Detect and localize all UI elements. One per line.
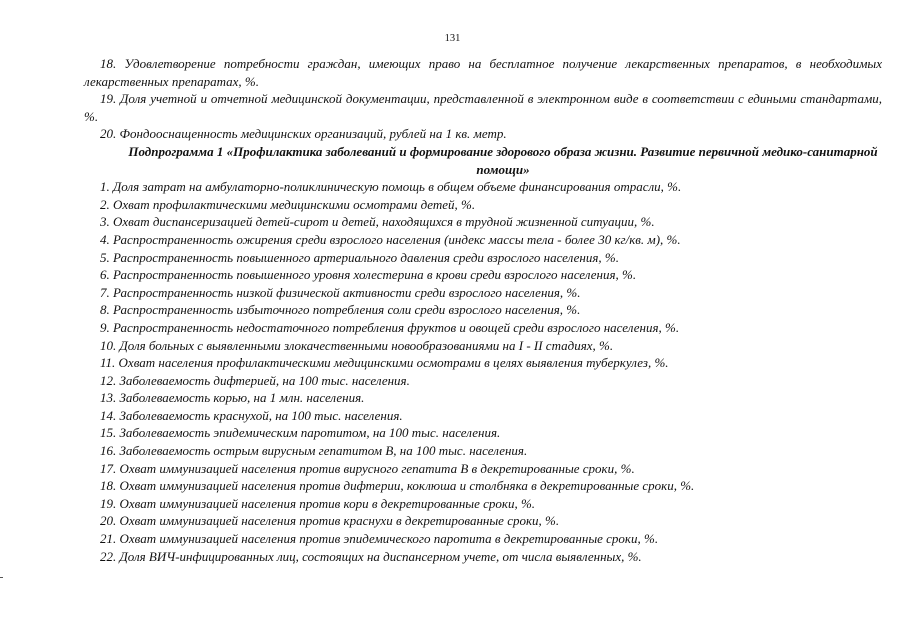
list-item: 11. Охват населения профилактическими медицинскими осмотрами в целях выявления туберкулез, %. <box>100 355 669 371</box>
list-item: 14. Заболеваемость краснухой, на 100 тыс. населения. <box>100 407 403 423</box>
list-item: 13. Заболеваемость корью, на 1 млн. населения. <box>100 390 365 406</box>
list-item: 7. Распространенность низкой физической активности среди взрослого населения, %. <box>100 284 581 300</box>
intro-item: 19. Доля учетной и отчетной медицинской документации, представленной в электронном виде в соответствии с едиными стандартами, %. <box>84 91 882 124</box>
list-item: 22. Доля ВИЧ-инфицированных лиц, состоящих на диспансерном учете, от числа выявленных, %. <box>100 548 642 564</box>
list-item: 2. Охват профилактическими медицинскими осмотрами детей, %. <box>100 196 476 212</box>
list-item: 6. Распространенность повышенного уровня холестерина в крови среди взрослого населения, %. <box>100 267 637 283</box>
document-body <box>84 55 882 565</box>
list-item: 16. Заболеваемость острым вирусным гепатитом В, на 100 тыс. населения. <box>100 443 528 459</box>
list-item: 5. Распространенность повышенного артериального давления среди взрослого населения, %. <box>100 249 619 265</box>
list-item: 10. Доля больных с выявленными злокачественными новообразованиями на I - II стадиях, %. <box>100 337 614 353</box>
list-item: 9. Распространенность недостаточного потребления фруктов и овощей среди взрослого населения, %. <box>100 319 680 335</box>
subprogram-title: Подпрограмма 1 «Профилактика заболеваний и формирование здорового образа жизни. Развитие первичной медико-санитарной помощи» <box>128 143 878 177</box>
list-item: 20. Охват иммунизацией населения против краснухи в декретированные сроки, %. <box>100 513 560 529</box>
list-item: 21. Охват иммунизацией населения против эпидемического паротита в декретированные сроки, %. <box>100 531 659 547</box>
list-item: 18. Охват иммунизацией населения против дифтерии, коклюша и столбняка в декретированные сроки, %. <box>100 478 695 494</box>
intro-item: 20. Фондооснащенность медицинских организаций, рублей на 1 кв. метр. <box>100 126 507 142</box>
list-item: 17. Охват иммунизацией населения против вирусного гепатита В в декретированные сроки, %. <box>100 460 635 476</box>
list-item: 4. Распространенность ожирения среди взрослого населения (индекс массы тела - более 30 кг/кв. м), %. <box>100 231 681 247</box>
list-item: 15. Заболеваемость эпидемическим паротитом, на 100 тыс. населения. <box>100 425 501 441</box>
page-number: 131 <box>444 33 461 44</box>
intro-item: 18. Удовлетворение потребности граждан, имеющих право на бесплатное получение лекарственных препаратов, в необходимых лекарственных препаратах, %. <box>84 56 882 89</box>
scan-mark <box>0 577 3 578</box>
list-item: 12. Заболеваемость дифтерией, на 100 тыс. населения. <box>100 372 410 388</box>
indicator-list <box>84 178 882 565</box>
list-item: 3. Охват диспансеризацией детей-сирот и детей, находящихся в трудной жизненной ситуации, %. <box>100 214 655 230</box>
list-item: 19. Охват иммунизацией населения против кори в декретированные сроки, %. <box>100 495 536 511</box>
list-item: 8. Распространенность избыточного потребления соли среди взрослого населения, %. <box>100 302 581 318</box>
list-item: 1. Доля затрат на амбулаторно-поликлиническую помощь в общем объеме финансирования отрасли, %. <box>100 179 682 195</box>
